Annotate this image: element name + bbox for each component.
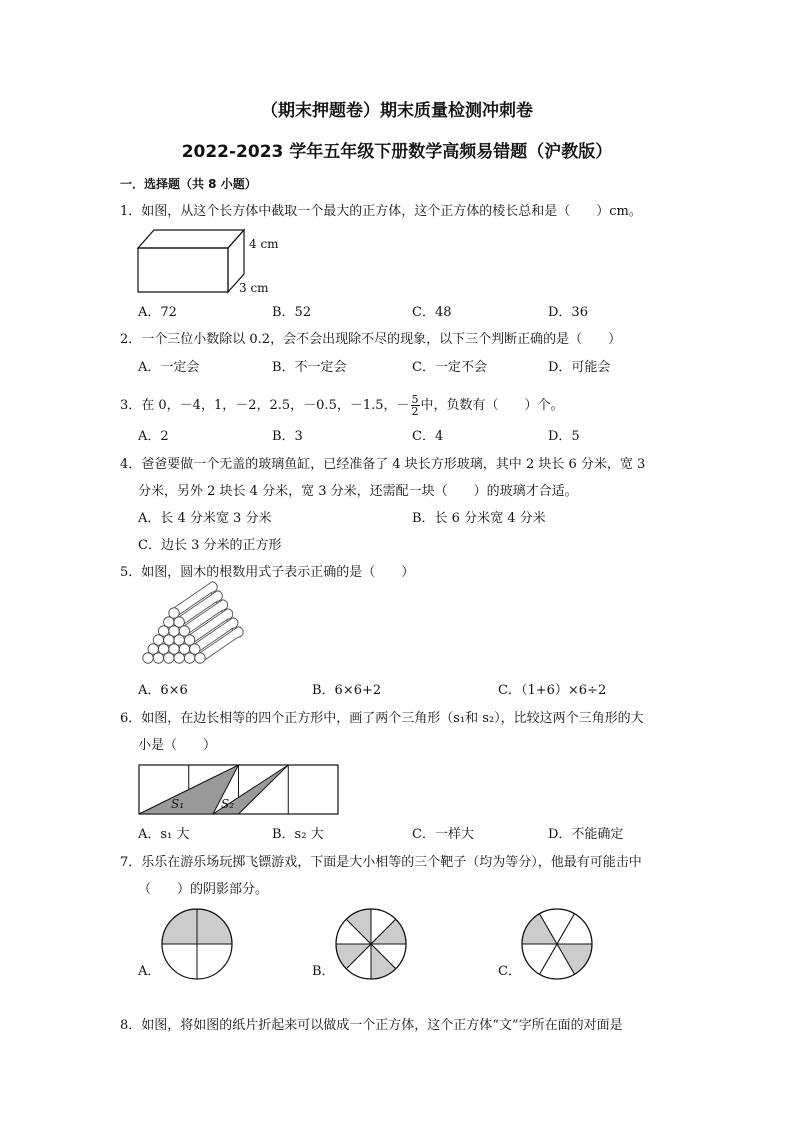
q6-option-c[interactable]: C．一样大 (412, 827, 474, 842)
q1-option-c[interactable]: C．48 (412, 305, 452, 320)
q6-option-a[interactable]: A．s₁ 大 (138, 827, 190, 842)
question-7-line1: 7．乐乐在游乐场玩掷飞镖游戏，下面是大小相等的三个靶子（均为等分），他最有可能击中 (120, 855, 642, 870)
q4-option-a[interactable]: A．长 4 分米宽 3 分米 (138, 511, 272, 526)
q4-option-b[interactable]: B．长 6 分米宽 4 分米 (412, 511, 546, 526)
question-7-line2: （ ）的阴影部分。 (138, 882, 269, 897)
q3-text-after: 中，负数有（ ）个。 (420, 398, 564, 413)
q7-option-b[interactable]: B． (312, 964, 335, 979)
q1-option-a[interactable]: A．72 (138, 305, 177, 320)
q2-option-d[interactable]: D．可能会 (548, 360, 611, 375)
q3-option-a[interactable]: A．2 (138, 429, 169, 444)
section-heading: 一．选择题（共 8 小题） (120, 177, 257, 191)
q3-text-before: 3．在 0，－4，1，－2，2.5，－0.5，－1.5，－ (120, 398, 410, 413)
q7-option-c[interactable]: C． (498, 964, 521, 979)
question-4-line2: 分米，另外 2 块长 4 分米，宽 3 分米，还需配一块（ ）的玻璃才合适。 (138, 484, 578, 499)
q7-option-a[interactable]: A． (138, 964, 161, 979)
target-c-sixths (521, 908, 593, 980)
question-4-line1: 4．爸爸要做一个无盖的玻璃鱼缸，已经准备了 4 块长方形玻璃，其中 2 块长 6 分米，宽 3 (120, 457, 646, 472)
q6-option-b[interactable]: B．s₂ 大 (272, 827, 324, 842)
q1-option-b[interactable]: B．52 (272, 305, 312, 320)
question-3-text (120, 394, 564, 417)
question-8-text: 8．如图，将如图的纸片折起来可以做成一个正方体，这个正方体“文”字所在面的对面是 (120, 1018, 623, 1033)
log-pile-figure (140, 592, 250, 668)
cuboid-figure (136, 226, 286, 298)
width-label: 3 cm (239, 281, 269, 295)
q2-option-b[interactable]: B．不一定会 (272, 360, 347, 375)
question-1-text: 1．如图，从这个长方体中截取一个最大的正方体，这个正方体的棱长总和是（ ）cm。 (120, 204, 642, 219)
log-end (169, 608, 179, 618)
s2-label: S₂ (221, 797, 235, 811)
exam-title: （期末押题卷）期末质量检测冲刺卷 (261, 101, 533, 121)
target-b-eighths (335, 908, 407, 980)
fraction-numerator: 5 (411, 393, 419, 406)
question-6-line1: 6．如图，在边长相等的四个正方形中，画了两个三角形（s₁和 s₂），比较这两个三角形的大 (120, 711, 644, 726)
target-a-quarters (161, 908, 233, 980)
question-2-text: 2．一个三位小数除以 0.2，会不会出现除不尽的现象，以下三个判断正确的是（ ） (120, 332, 622, 347)
s1-label: S₁ (171, 797, 185, 811)
q4-option-c[interactable]: C．边长 3 分米的正方形 (138, 538, 282, 553)
four-squares-figure (138, 764, 340, 816)
q5-option-b[interactable]: B．6×6+2 (312, 683, 382, 698)
question-5-text: 5．如图，圆木的根数用式子表示正确的是（ ） (120, 565, 415, 580)
height-label: 4 cm (249, 237, 279, 251)
q3-option-d[interactable]: D．5 (548, 429, 580, 444)
fraction-denominator: 2 (411, 405, 419, 418)
exam-subtitle: 2022-2023 学年五年级下册数学高频易错题（沪教版） (181, 142, 613, 162)
q3-option-b[interactable]: B．3 (272, 429, 303, 444)
q2-option-a[interactable]: A．一定会 (138, 360, 200, 375)
q5-option-a[interactable]: A．6×6 (138, 683, 188, 698)
q5-option-c[interactable]: C．（1+6）×6÷2 (498, 683, 607, 698)
question-6-line2: 小是（ ） (138, 738, 217, 753)
q6-option-d[interactable]: D．不能确定 (548, 827, 624, 842)
q1-option-d[interactable]: D．36 (548, 305, 588, 320)
q2-option-c[interactable]: C．一定不会 (412, 360, 487, 375)
q3-option-c[interactable]: C．4 (412, 429, 444, 444)
fraction-five-halves (411, 394, 420, 417)
